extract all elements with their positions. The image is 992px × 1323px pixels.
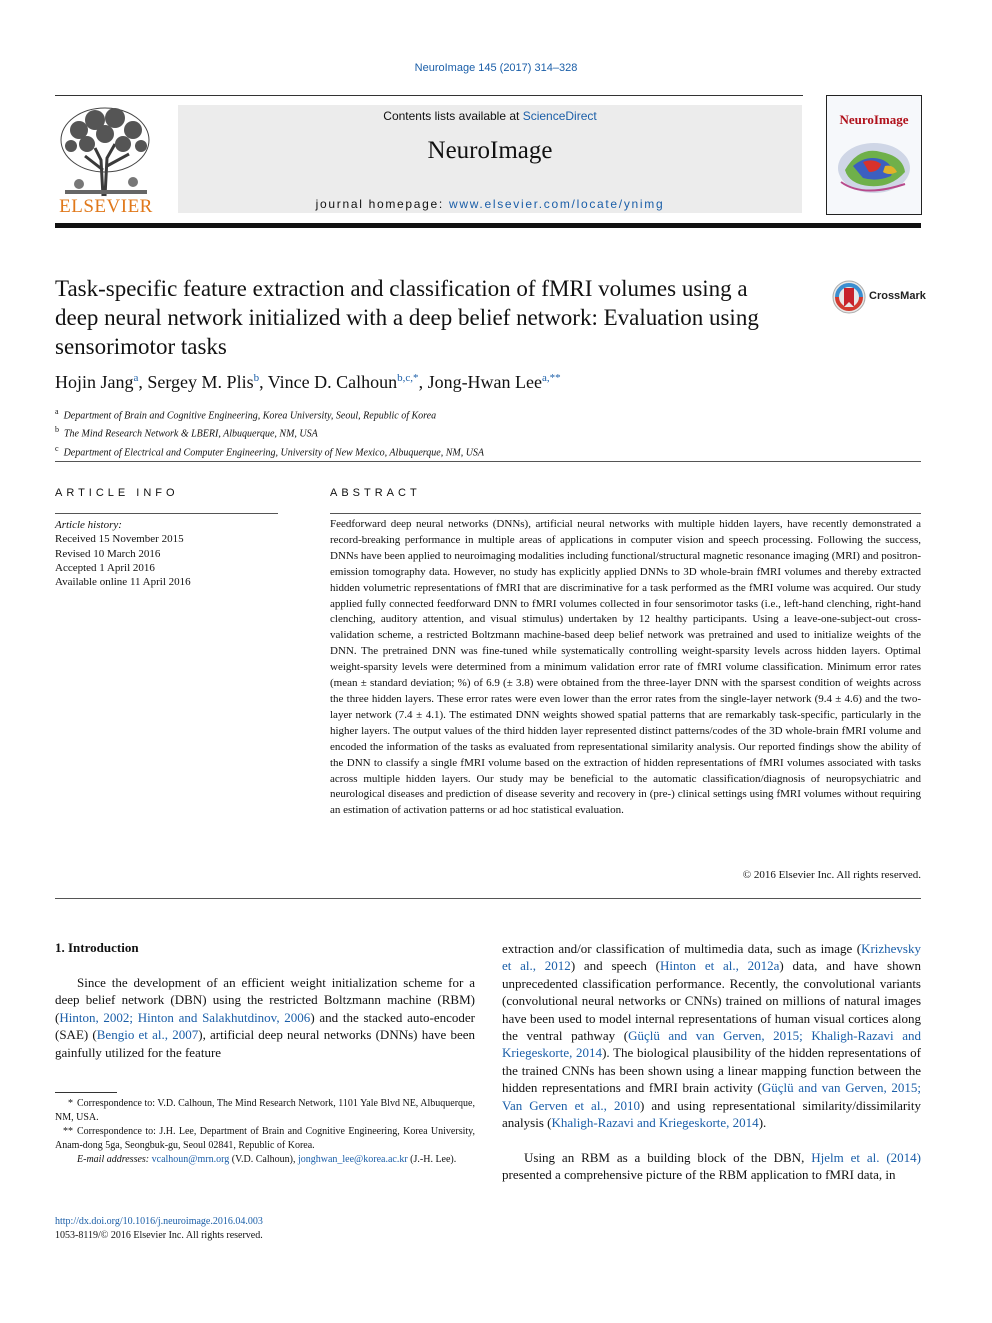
footnote-item: ** Correspondence to: J.H. Lee, Department of Brain and Cognitive Engineering, Korea University, Anam-dong 5ga, Seongbuk-gu, Seoul 02841, Republic of Korea. (55, 1126, 475, 1151)
history-item: Available online 11 April 2016 (55, 576, 191, 589)
citation-link[interactable]: Güçlü and van Gerven, 2015; Van Gerven et al., 2010 (502, 1080, 921, 1113)
author-mark[interactable]: a,** (542, 372, 561, 384)
body-paragraph: Since the development of an efficient weight initialization scheme for a deep belief network (DBN) using the restricted Boltzmann machine (RBM) (Hinton, 2002; Hinton and Salakhutdinov, 2006) and the stacked auto-encoder (SAE) (Bengio et al., 2007), artificial deep neural networks (DNNs) have been gainfully utilized for the feature (55, 975, 475, 1060)
crossmark-icon (831, 279, 867, 315)
citation-link[interactable]: Krizhevsky et al., 2012 (502, 941, 921, 974)
affiliations (55, 405, 855, 460)
article-history (55, 518, 191, 589)
footnote-rule (55, 1092, 117, 1093)
citation-link[interactable]: Hinton et al., 2012a (659, 958, 780, 974)
elsevier-wordmark: ELSEVIER (59, 196, 153, 217)
body-paragraph: extraction and/or classification of multimedia data, such as image (Krizhevsky et al., 2012) and speech (Hinton et al., 2012a) data, and have shown unprecedented classification performance. Recently, the convolutional variants (convolutional neural networks or CNNs) trained on millions of natural images have been used to model internal representations of human visual cortices along the ventral pathway (Güçlü and van Gerven, 2015; Khaligh-Razavi and Kriegeskorte, 2014). The biological plausibility of the hidden representations of the trained CNNs has been shown using a linear mapping function between the hidden representations and fMRI brain activity (Güçlü and van Gerven, 2015; Van Gerven et al., 2010) and using representational similarity/dissimilarity analysis (Khaligh-Razavi and Kriegeskorte, 2014). (502, 941, 922, 1131)
citation-link[interactable]: Bengio et al., 2007 (96, 1027, 199, 1043)
cover-title: NeuroImage (839, 112, 909, 127)
journal-name: NeuroImage (427, 137, 553, 164)
affiliation-rule (55, 461, 921, 462)
history-item: Revised 10 March 2016 (55, 547, 161, 560)
journal-homepage: journal homepage: www.elsevier.com/locate/ynimg (315, 197, 665, 211)
homepage-link[interactable]: www.elsevier.com/locate/ynimg (448, 197, 665, 211)
footnote-item: * Correspondence to: V.D. Calhoun, The Mind Research Network, 1101 Yale Blvd NE, Albuquerque, NM, USA. (55, 1098, 475, 1123)
crossmark-label: CrossMark (869, 290, 926, 302)
footnote-emails: E-mail addresses: vcalhoun@mrn.org (V.D. Calhoun), jonghwan_lee@korea.ac.kr (J.-H. Lee). (77, 1154, 457, 1165)
elsevier-logo[interactable] (55, 100, 157, 215)
email-link[interactable]: vcalhoun@mrn.org (151, 1154, 230, 1165)
history-label: Article history: (55, 519, 122, 531)
sciencedirect-link[interactable]: ScienceDirect (522, 109, 597, 123)
history-item: Received 15 November 2015 (55, 533, 184, 546)
journal-cover-thumbnail[interactable] (826, 95, 922, 215)
abstract-bottom-rule (55, 898, 921, 899)
affiliation-item: $^a$ Department of Brain and Cognitive Engineering, Korea University, Seoul, Republic of Korea (55, 407, 437, 422)
author-name[interactable]: Sergey M. Plis (147, 372, 254, 392)
journal-header-box (178, 105, 802, 213)
citation-link[interactable]: Hinton, 2002; Hinton and Salakhutdinov, 2006 (59, 1009, 311, 1025)
author-name[interactable]: Hojin Jang (55, 372, 134, 392)
article-title: Task-specific feature extraction and classification of fMRI volumes using a deep neural network initialized with a deep belief network: Evaluation using sensorimotor tasks (55, 276, 759, 359)
author-name[interactable]: Vince D. Calhoun (267, 372, 398, 392)
body-paragraph: Using an RBM as a building block of the DBN, Hjelm et al. (2014) presented a comprehensive picture of the RBM application to fMRI data, in (502, 1150, 921, 1183)
header-thick-rule (55, 223, 921, 228)
author-mark[interactable]: b (253, 372, 260, 384)
issn-line: 1053-8119/© 2016 Elsevier Inc. All rights reserved. (55, 1230, 263, 1241)
doi-block (55, 1215, 263, 1243)
abstract-rule (330, 513, 921, 514)
author-mark[interactable]: a (133, 372, 139, 384)
citation-link[interactable]: Hjelm et al. (2014) (811, 1150, 921, 1165)
header-rule (55, 95, 803, 96)
author-list: Hojin Jang$^a$, Sergey M. Plis$^b$, Vince D. Calhoun$^{b,c,*}$, Jong-Hwan Lee$^{a,**}$ (55, 372, 561, 392)
crossmark-badge[interactable] (831, 279, 931, 319)
email-link[interactable]: jonghwan_lee@korea.ac.kr (297, 1154, 408, 1165)
author-mark[interactable]: b,c,* (397, 372, 419, 384)
article-info-heading: ARTICLE INFO (55, 487, 179, 499)
contents-line: Contents lists available at ScienceDirect (383, 109, 597, 123)
abstract-copyright: © 2016 Elsevier Inc. All rights reserved. (742, 869, 921, 881)
author-name[interactable]: Jong-Hwan Lee (427, 372, 543, 392)
affiliation-item: $^c$ Department of Electrical and Computer Engineering, University of New Mexico, Albuquerque, NM, USA (55, 443, 485, 458)
citation-link[interactable]: Güçlü and van Gerven, 2015; Khaligh-Razavi and Kriegeskorte, 2014 (502, 1028, 921, 1061)
history-item: Accepted 1 April 2016 (55, 561, 155, 574)
footnotes (55, 1097, 475, 1167)
brain-image-icon (833, 136, 915, 198)
abstract-text: Feedforward deep neural networks (DNNs), artificial neural networks with multiple hidden layers, have recently demonstrated a record-breaking performance in multiple areas of applications in computer vision and speech processing. Following the success, DNNs have been applied to neuroimaging modalities including functional/structural magnetic resonance imaging (MRI) and positron-emission tomography data. However, no study has explicitly applied DNNs to 3D whole-brain fMRI volumes and thereby extracted hidden volumetric representations of fMRI that are discriminative for a task performed as the fMRI volume was acquired. Our study applied fully connected feedforward DNN to fMRI volumes collected in four sensorimotor tasks (i.e., left-hand clenching, right-hand clenching, auditory attention, and visual stimulus) undertaken by 12 healthy participants. Using a leave-one-subject-out cross-validation scheme, a restricted Boltzmann machine-based deep belief network was pretrained and used to initialize weights of the DNN. The pretrained DNN was fine-tuned while systematically controlling weight-sparsity levels across hidden layers. Optimal weight-sparsity levels were determined from a minimum validation error rate of fMRI volume classification. Minimum error rates (mean ± standard deviation; %) of 6.9 (± 3.8) were obtained from the three-layer DNN with the sparsest condition of weights across the three hidden layers. These error rates were even lower than the error rates from the single-layer network (9.4 ± 4.6) and the two-layer network (7.4 ± 4.1). The estimated DNN weights showed spatial patterns that are remarkably task-specific, particularly in the higher layers. The output values of the third hidden layer represented distinct patterns/codes of the 3D whole-brain fMRI volume and encoded the information of the tasks as evaluated from representational similarity analysis. Our reported findings show the ability of the DNN to classify a single fMRI volume based on the extraction of hidden representations of fMRI volumes associated with tasks across multiple hidden layers. Our study may be beneficial to the automatic classification/diagnosis of neuropsychiatric and neurological diseases and prediction of disease severity and recovery in (pre-) clinical settings using fMRI volumes without requiring an estimation of activation patterns or ad hoc statistical evaluation. (330, 518, 921, 817)
article-info-rule (55, 513, 278, 514)
journal-citation[interactable]: NeuroImage 145 (2017) 314–328 (414, 62, 578, 74)
section-heading-introduction: 1. Introduction (55, 940, 139, 955)
affiliation-item: $^b$ The Mind Research Network & LBERI, Albuquerque, NM, USA (55, 425, 318, 440)
citation-link[interactable]: Khaligh-Razavi and Kriegeskorte, 2014 (551, 1115, 759, 1131)
abstract-heading: ABSTRACT (330, 487, 421, 499)
doi-link[interactable]: http://dx.doi.org/10.1016/j.neuroimage.2016.04.003 (55, 1216, 263, 1227)
